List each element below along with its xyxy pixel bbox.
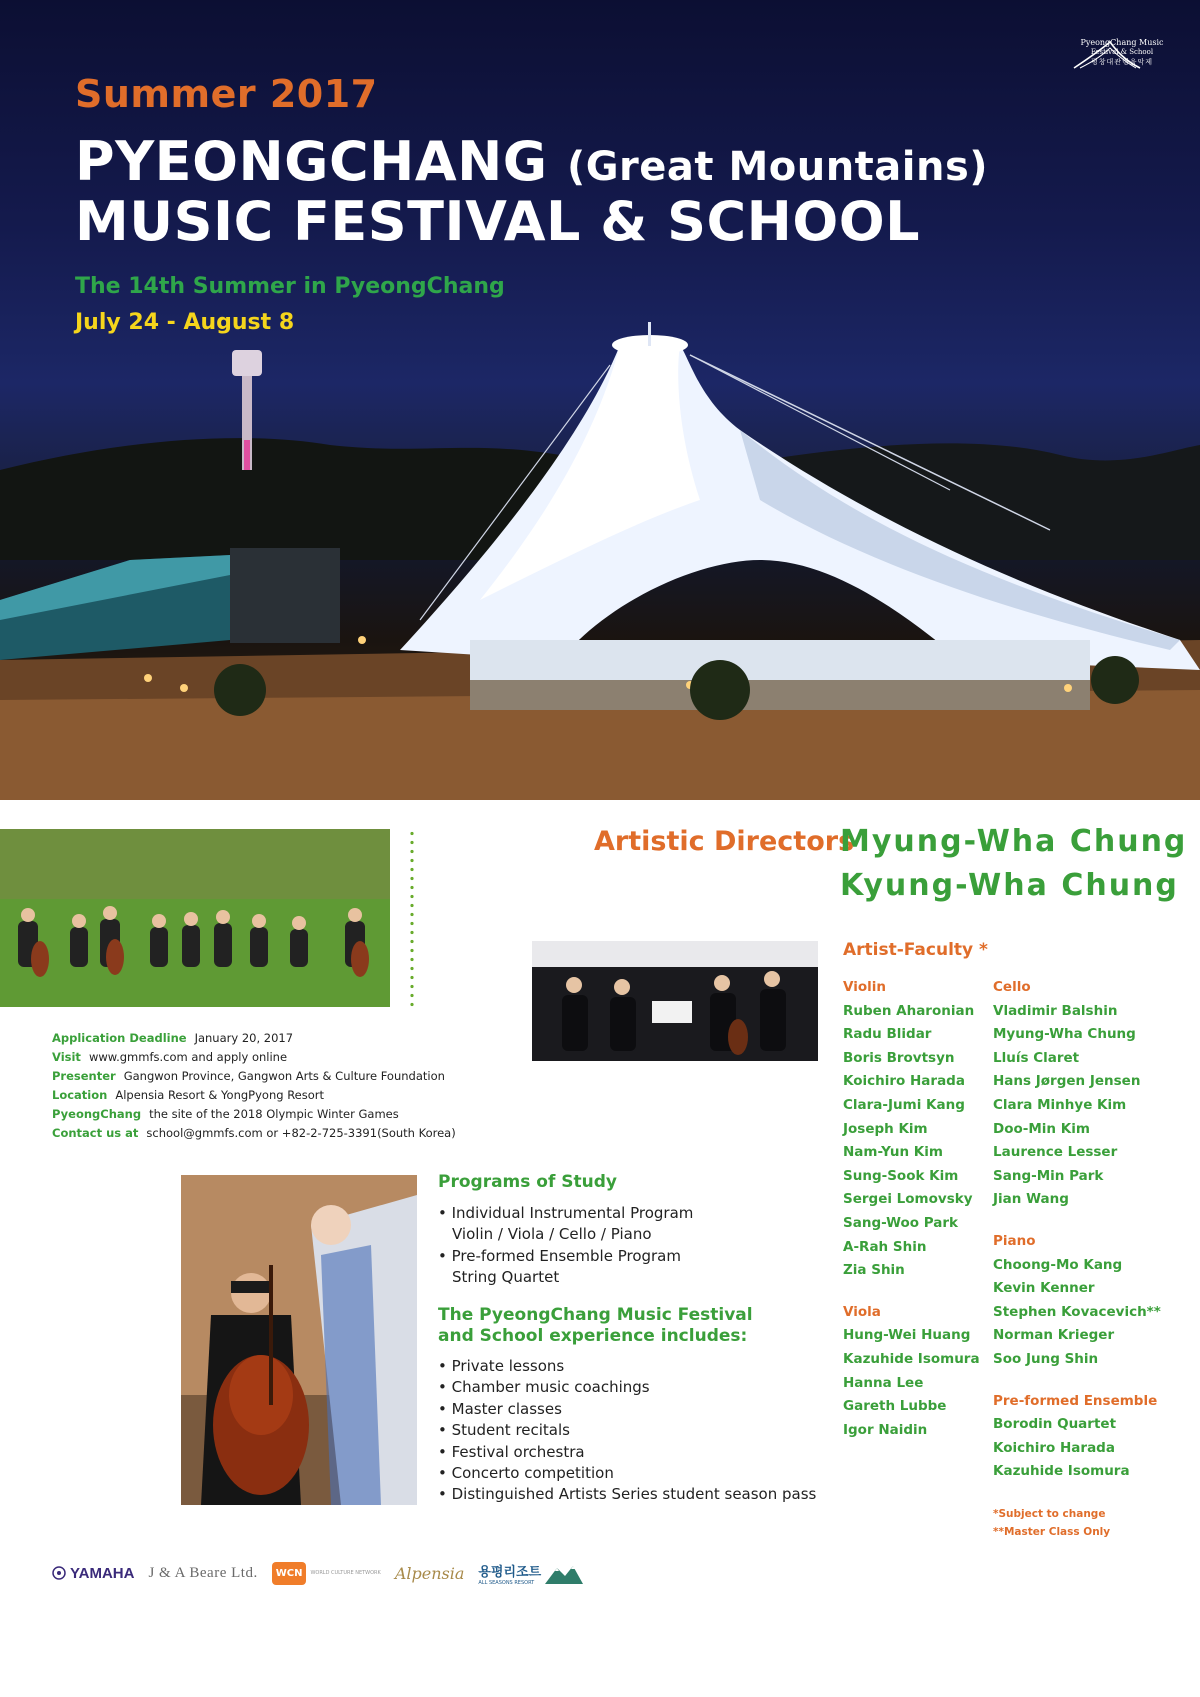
list-item: • Concerto competition bbox=[438, 1463, 816, 1484]
info-row-deadline: Application Deadline January 20, 2017 bbox=[52, 1031, 294, 1045]
festival-logo bbox=[1072, 38, 1172, 67]
sponsor-logos bbox=[52, 1558, 583, 1588]
yongpyong-logo: 용평리조트 ALL SEASONS RESORT bbox=[478, 1561, 583, 1586]
director-name: Kyung-Wha Chung bbox=[840, 868, 1179, 903]
festival-title-line1 bbox=[75, 130, 988, 193]
info-row-visit: Visit www.gmmfs.com and apply online bbox=[52, 1050, 288, 1064]
faculty-name: Myung-Wha Chung bbox=[993, 1026, 1136, 1043]
faculty-name: Sergei Lomovsky bbox=[843, 1191, 973, 1208]
spacer bbox=[843, 1283, 980, 1301]
list-item: • Private lessons bbox=[438, 1356, 816, 1377]
faculty-name: Sung-Sook Kim bbox=[843, 1167, 959, 1184]
faculty-name: Choong-Mo Kang bbox=[993, 1256, 1123, 1273]
program-detail: Violin / Viola / Cello / Piano bbox=[452, 1225, 652, 1244]
tower-top bbox=[232, 350, 262, 376]
faculty-name: Gareth Lubbe bbox=[843, 1398, 947, 1415]
tent-mast bbox=[648, 322, 651, 346]
faculty-heading: Artist-Faculty * bbox=[843, 940, 988, 960]
faculty-name: Ruben Aharonian bbox=[843, 1002, 975, 1019]
faculty-name: Clara-Jumi Kang bbox=[843, 1096, 965, 1113]
cello-scene bbox=[181, 1175, 417, 1505]
logo-text-2: Festival & School bbox=[1090, 48, 1154, 56]
tree bbox=[690, 660, 750, 720]
faculty-name: Lluís Claret bbox=[993, 1049, 1080, 1066]
faculty-name: Kazuhide Isomura bbox=[993, 1463, 1130, 1480]
group-scene bbox=[0, 829, 390, 1007]
program-item: • Pre-formed Ensemble Program bbox=[438, 1246, 693, 1267]
spacer bbox=[993, 1212, 1161, 1230]
violin-heading: Violin bbox=[843, 979, 886, 995]
spacer bbox=[993, 1372, 1161, 1390]
tower-light bbox=[244, 440, 250, 470]
list-item: • Distinguished Artists Series student season pass bbox=[438, 1484, 816, 1505]
application-info bbox=[52, 1029, 456, 1143]
contact-link[interactable]: school@gmmfs.com or +82-2-725-3391(South Korea) bbox=[146, 1126, 456, 1140]
hero-photo bbox=[0, 0, 1200, 800]
logo-text-3: 평창대관령음악제 bbox=[1090, 58, 1154, 66]
programs-heading: Programs of Study bbox=[438, 1172, 618, 1192]
quartet-scene bbox=[532, 941, 818, 1061]
cello-heading: Cello bbox=[993, 979, 1031, 995]
program-detail: String Quartet bbox=[452, 1268, 560, 1287]
title-sub: (Great Mountains) bbox=[566, 144, 989, 190]
edition-text: The 14th Summer in PyeongChang bbox=[75, 274, 505, 299]
experience-list bbox=[438, 1356, 816, 1506]
mountain-icon bbox=[545, 1562, 583, 1584]
faculty-name: Clara Minhye Kim bbox=[993, 1096, 1127, 1113]
note-master-class: **Master Class Only bbox=[993, 1526, 1111, 1538]
tree bbox=[214, 664, 266, 716]
faculty-name: Norman Krieger bbox=[993, 1327, 1115, 1344]
faculty-name: Radu Blidar bbox=[843, 1026, 932, 1043]
artistic-directors-label: Artistic Directors bbox=[594, 826, 855, 857]
dotted-divider bbox=[410, 829, 414, 1009]
list-item: • Chamber music coachings bbox=[438, 1377, 816, 1398]
viola-heading: Viola bbox=[843, 1303, 881, 1320]
faculty-name: Laurence Lesser bbox=[993, 1144, 1118, 1161]
students-group-photo bbox=[0, 829, 390, 1007]
faculty-column-left bbox=[843, 976, 980, 1442]
faculty-name: Igor Naidin bbox=[843, 1421, 928, 1438]
info-row-contact: Contact us at school@gmmfs.com or +82-2-725-3391(South Korea) bbox=[52, 1126, 456, 1140]
faculty-name: Sang-Woo Park bbox=[843, 1214, 959, 1231]
yamaha-logo: YAMAHA bbox=[52, 1565, 134, 1582]
title-main: PYEONGCHANG bbox=[75, 130, 548, 193]
faculty-name: Jian Wang bbox=[993, 1191, 1069, 1208]
festival-title-line2: MUSIC FESTIVAL & SCHOOL bbox=[75, 190, 921, 253]
info-row-pyeongchang: PyeongChang the site of the 2018 Olympic Winter Games bbox=[52, 1107, 399, 1121]
list-item: • Master classes bbox=[438, 1399, 816, 1420]
faculty-name: Sang-Min Park bbox=[993, 1167, 1104, 1184]
list-item: • Festival orchestra bbox=[438, 1442, 816, 1463]
cello-lesson-photo bbox=[181, 1175, 417, 1505]
faculty-name: Hans Jørgen Jensen bbox=[993, 1073, 1141, 1090]
quartet-photo bbox=[532, 941, 818, 1061]
faculty-name: Vladimir Balshin bbox=[993, 1002, 1118, 1019]
lamp bbox=[180, 684, 188, 692]
faculty-name: Zia Shin bbox=[843, 1262, 905, 1279]
website-link[interactable]: www.gmmfs.com and apply online bbox=[88, 1050, 288, 1064]
list-item: • Student recitals bbox=[438, 1420, 816, 1441]
faculty-name: Hung-Wei Huang bbox=[843, 1327, 971, 1344]
lamp bbox=[144, 674, 152, 682]
experience-heading: The PyeongChang Music Festival and School experience includes: bbox=[438, 1305, 753, 1346]
beare-logo: J & A Beare Ltd. bbox=[148, 1564, 258, 1581]
faculty-name: Joseph Kim bbox=[843, 1120, 928, 1137]
note-subject-to-change: *Subject to change bbox=[993, 1508, 1106, 1520]
faculty-name: Nam-Yun Kim bbox=[843, 1144, 943, 1161]
faculty-name: A-Rah Shin bbox=[843, 1238, 927, 1255]
faculty-notes bbox=[993, 1505, 1110, 1541]
lamp bbox=[1064, 684, 1072, 692]
faculty-name: Borodin Quartet bbox=[993, 1416, 1117, 1433]
festival-dates: July 24 - August 8 bbox=[75, 310, 295, 335]
ensemble-heading: Pre-formed Ensemble bbox=[993, 1392, 1158, 1409]
tent-base bbox=[470, 640, 1090, 680]
info-row-location: Location Alpensia Resort & YongPyong Resort bbox=[52, 1088, 325, 1102]
mountain-logo-icon bbox=[1072, 38, 1142, 74]
faculty-name: Soo Jung Shin bbox=[993, 1350, 1099, 1367]
faculty-name: Koichiro Harada bbox=[993, 1439, 1115, 1456]
faculty-name: Stephen Kovacevich** bbox=[993, 1303, 1161, 1320]
yamaha-tuning-fork-icon bbox=[52, 1566, 66, 1580]
hills-left bbox=[0, 438, 560, 560]
tree bbox=[1091, 656, 1139, 704]
faculty-name: Kazuhide Isomura bbox=[843, 1350, 980, 1367]
faculty-name: Kevin Kenner bbox=[993, 1280, 1095, 1297]
faculty-name: Koichiro Harada bbox=[843, 1073, 965, 1090]
season-heading: Summer 2017 bbox=[75, 72, 378, 116]
director-name: Myung-Wha Chung bbox=[840, 824, 1188, 859]
faculty-name: Hanna Lee bbox=[843, 1374, 924, 1391]
lamp bbox=[358, 636, 366, 644]
program-item: • Individual Instrumental Program bbox=[438, 1203, 693, 1224]
faculty-name: Boris Brovtsyn bbox=[843, 1049, 955, 1066]
info-row-presenter: Presenter Gangwon Province, Gangwon Arts & Culture Foundation bbox=[52, 1069, 445, 1083]
building-block bbox=[230, 548, 340, 643]
programs-list bbox=[438, 1203, 693, 1289]
alpensia-logo: Alpensia bbox=[394, 1563, 465, 1583]
wcn-logo: WCN WORLD CULTURE NETWORK bbox=[272, 1562, 381, 1585]
faculty-name: Doo-Min Kim bbox=[993, 1120, 1090, 1137]
tent-steps bbox=[470, 680, 1090, 710]
piano-heading: Piano bbox=[993, 1232, 1036, 1249]
logo-text-1: PyeongChang Music bbox=[1080, 38, 1164, 47]
hero-scene bbox=[0, 0, 1200, 800]
faculty-column-right bbox=[993, 976, 1161, 1484]
